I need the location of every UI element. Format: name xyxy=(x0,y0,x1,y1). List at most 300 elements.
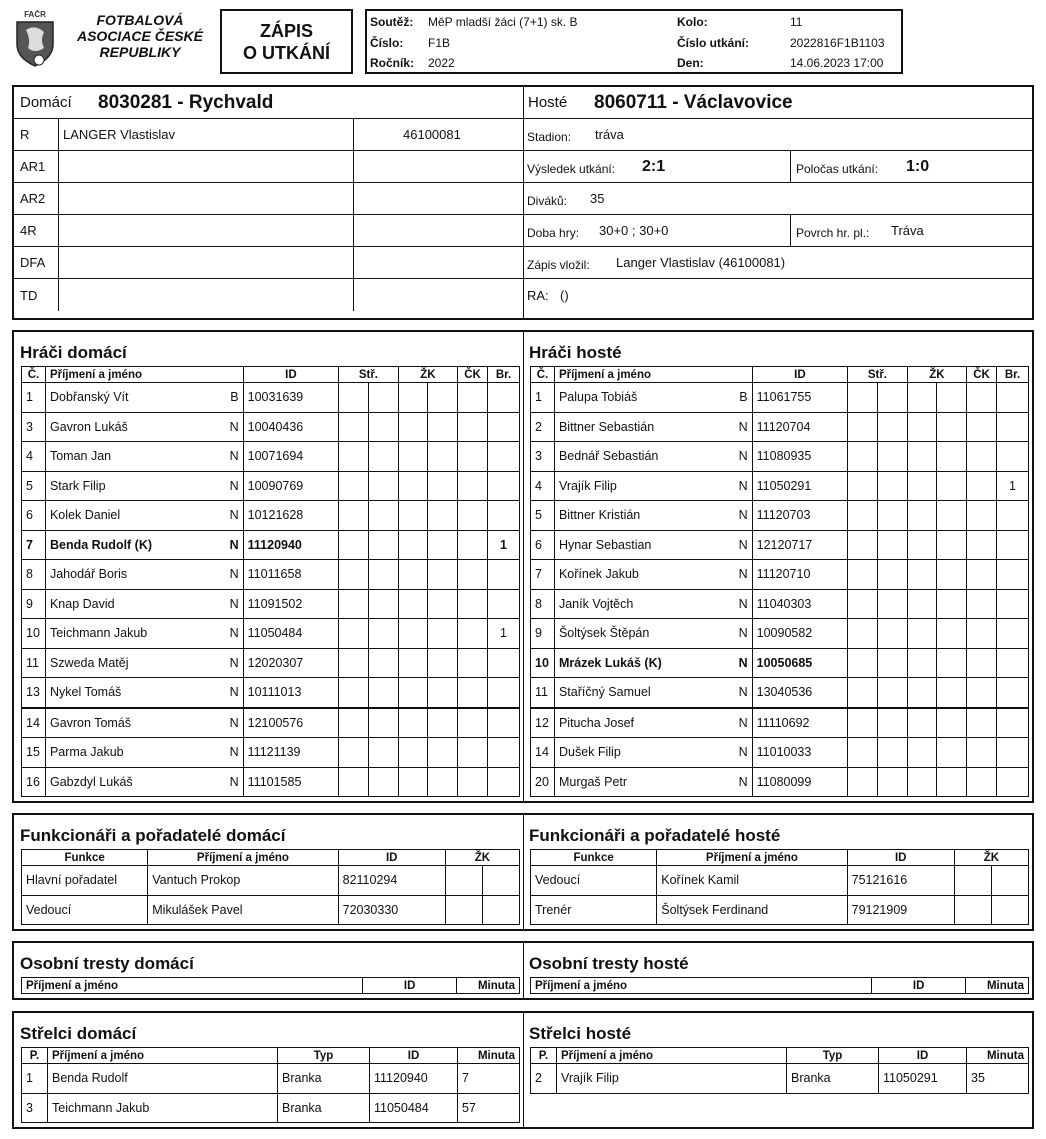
empty-cell xyxy=(877,442,907,472)
player-name: Dušek Filip xyxy=(558,745,621,760)
empty-cell xyxy=(848,619,878,649)
player-br xyxy=(488,738,520,768)
empty-cell xyxy=(368,383,398,413)
scorer-minuta: 35 xyxy=(967,1064,1029,1094)
empty-cell xyxy=(445,866,482,896)
player-name-cell xyxy=(45,412,243,442)
empty-cell xyxy=(368,589,398,619)
stadion-label: Stadion: xyxy=(527,129,572,144)
player-name-cell xyxy=(554,648,752,678)
player-number: 9 xyxy=(531,619,555,649)
player-name-cell xyxy=(45,560,243,590)
org-line-2: ASOCIACE ČESKÉ xyxy=(76,28,204,44)
player-type: N xyxy=(738,449,748,464)
player-number: 9 xyxy=(22,589,46,619)
player-name-cell xyxy=(554,738,752,768)
player-type: N xyxy=(229,508,239,523)
empty-cell xyxy=(428,648,458,678)
player-type: N xyxy=(738,685,748,700)
kolo-value: 11 xyxy=(790,15,803,29)
col-id: ID xyxy=(338,850,445,866)
empty-cell xyxy=(339,471,369,501)
empty-cell xyxy=(937,738,967,768)
player-name: Gabzdyl Lukáš xyxy=(49,774,133,789)
player-name-cell xyxy=(554,530,752,560)
tresty-header-row xyxy=(531,978,1029,994)
scorer-p: 3 xyxy=(22,1093,48,1123)
empty-cell xyxy=(967,648,997,678)
table-row xyxy=(531,678,1029,708)
empty-cell xyxy=(967,738,997,768)
player-br xyxy=(997,767,1029,797)
away-strelci-table xyxy=(530,1047,1029,1094)
empty-cell xyxy=(877,383,907,413)
document-title xyxy=(220,9,353,74)
col-cislo: Č. xyxy=(22,367,46,383)
func-name: Kořínek Kamil xyxy=(657,866,847,896)
empty-cell xyxy=(967,678,997,708)
official-row xyxy=(14,151,523,183)
player-name: Kolek Daniel xyxy=(49,508,121,523)
player-number: 7 xyxy=(22,530,46,560)
player-name-cell xyxy=(45,442,243,472)
player-number: 12 xyxy=(531,708,555,738)
player-type: N xyxy=(738,774,748,789)
scorer-typ: Branka xyxy=(787,1064,879,1094)
match-info-box xyxy=(365,9,903,74)
official-role: AR2 xyxy=(20,191,46,206)
player-name-cell xyxy=(45,767,243,797)
empty-cell xyxy=(398,560,428,590)
empty-cell xyxy=(907,412,937,442)
official-role: TD xyxy=(20,287,38,303)
player-type: N xyxy=(229,567,239,582)
player-br xyxy=(488,501,520,531)
player-number: 7 xyxy=(531,560,555,590)
table-row xyxy=(531,442,1029,472)
empty-cell xyxy=(428,738,458,768)
table-row xyxy=(531,619,1029,649)
player-type: N xyxy=(229,537,239,552)
col-name: Příjmení a jméno xyxy=(148,850,338,866)
scorers-box xyxy=(12,1011,1034,1129)
empty-cell xyxy=(398,619,428,649)
table-row xyxy=(22,412,520,442)
logo-text: FAČR xyxy=(24,10,46,19)
player-name-cell xyxy=(554,412,752,442)
empty-cell xyxy=(458,501,488,531)
players-header-row xyxy=(22,367,520,383)
func-id: 75121616 xyxy=(847,866,954,896)
scorer-minuta: 57 xyxy=(458,1093,520,1123)
player-id: 10090769 xyxy=(243,471,339,501)
player-type: N xyxy=(229,626,239,641)
player-id: 11120940 xyxy=(243,530,339,560)
soutez-label: Soutěž: xyxy=(370,15,414,29)
empty-cell xyxy=(877,501,907,531)
player-br xyxy=(488,383,520,413)
empty-cell xyxy=(458,767,488,797)
col-ck: ČK xyxy=(967,367,997,383)
rocnik-value: 2022 xyxy=(428,56,455,70)
home-players-title: Hráči domácí xyxy=(20,343,127,362)
empty-cell xyxy=(991,895,1028,925)
empty-cell xyxy=(482,866,519,896)
player-id: 11050484 xyxy=(243,619,339,649)
player-br xyxy=(997,589,1029,619)
col-id: ID xyxy=(847,850,954,866)
empty-cell xyxy=(428,442,458,472)
player-name: Dobřanský Vít xyxy=(49,390,129,405)
player-name: Janík Vojtěch xyxy=(558,596,634,611)
player-type: N xyxy=(229,745,239,760)
empty-cell xyxy=(398,589,428,619)
away-players-table xyxy=(530,366,1029,797)
empty-cell xyxy=(339,383,369,413)
empty-cell xyxy=(458,648,488,678)
player-type: N xyxy=(738,655,748,670)
empty-cell xyxy=(398,412,428,442)
empty-cell xyxy=(398,767,428,797)
table-row xyxy=(22,866,520,896)
player-name: Palupa Tobiáš xyxy=(558,390,638,405)
col-minuta: Minuta xyxy=(458,1048,520,1064)
player-number: 4 xyxy=(22,442,46,472)
empty-cell xyxy=(398,383,428,413)
empty-cell xyxy=(428,383,458,413)
empty-cell xyxy=(937,678,967,708)
player-number: 16 xyxy=(22,767,46,797)
player-br xyxy=(488,708,520,738)
empty-cell xyxy=(991,866,1028,896)
player-br xyxy=(997,412,1029,442)
table-row xyxy=(22,560,520,590)
player-id: 11120704 xyxy=(752,412,848,442)
empty-cell xyxy=(368,471,398,501)
player-br xyxy=(488,589,520,619)
col-br: Br. xyxy=(997,367,1029,383)
title-line-1: ZÁPIS xyxy=(259,21,313,41)
col-name: Příjmení a jméno xyxy=(22,978,363,994)
empty-cell xyxy=(398,530,428,560)
empty-cell xyxy=(428,530,458,560)
table-row xyxy=(531,530,1029,560)
player-id: 11080099 xyxy=(752,767,848,797)
player-number: 11 xyxy=(22,648,46,678)
table-row xyxy=(531,383,1029,413)
empty-cell xyxy=(398,738,428,768)
kolo-label: Kolo: xyxy=(677,15,708,29)
table-row xyxy=(22,648,520,678)
official-row xyxy=(14,279,523,311)
empty-cell xyxy=(368,412,398,442)
player-name: Šoltýsek Štěpán xyxy=(558,626,650,641)
player-number: 11 xyxy=(531,678,555,708)
empty-cell xyxy=(848,501,878,531)
scorer-id: 11120940 xyxy=(370,1064,458,1094)
player-type: N xyxy=(738,596,748,611)
empty-cell xyxy=(428,678,458,708)
empty-cell xyxy=(907,530,937,560)
empty-cell xyxy=(907,678,937,708)
empty-cell xyxy=(428,412,458,442)
empty-cell xyxy=(907,442,937,472)
col-zk: ŽK xyxy=(445,850,519,866)
player-id: 12100576 xyxy=(243,708,339,738)
empty-cell xyxy=(967,708,997,738)
table-row xyxy=(22,589,520,619)
empty-cell xyxy=(458,619,488,649)
empty-cell xyxy=(428,560,458,590)
player-name: Gavron Lukáš xyxy=(49,419,128,434)
home-tresty-table xyxy=(21,977,520,994)
strelci-header-row xyxy=(531,1048,1029,1064)
player-name: Murgaš Petr xyxy=(558,774,628,789)
empty-cell xyxy=(458,383,488,413)
away-team: 8060711 - Václavovice xyxy=(594,91,793,113)
func-id: 82110294 xyxy=(338,866,445,896)
player-name: Benda Rudolf (K) xyxy=(49,537,153,552)
table-row xyxy=(22,708,520,738)
empty-cell xyxy=(368,648,398,678)
empty-cell xyxy=(937,589,967,619)
empty-cell xyxy=(848,560,878,590)
col-zk: ŽK xyxy=(907,367,966,383)
official-row xyxy=(14,215,523,247)
empty-cell xyxy=(458,589,488,619)
empty-cell xyxy=(398,501,428,531)
empty-cell xyxy=(967,767,997,797)
away-tresty-table xyxy=(530,977,1029,994)
empty-cell xyxy=(877,412,907,442)
player-br xyxy=(997,501,1029,531)
func-role: Vedoucí xyxy=(22,895,148,925)
empty-cell xyxy=(368,738,398,768)
player-name: Parma Jakub xyxy=(49,745,124,760)
player-name: Staříčný Samuel xyxy=(558,685,651,700)
player-id: 10121628 xyxy=(243,501,339,531)
officials-box xyxy=(12,813,1034,931)
col-p: P. xyxy=(531,1048,557,1064)
player-name-cell xyxy=(554,501,752,531)
player-id: 11011658 xyxy=(243,560,339,590)
empty-cell xyxy=(445,895,482,925)
empty-cell xyxy=(877,619,907,649)
den-label: Den: xyxy=(677,56,704,70)
player-name: Bednář Sebastián xyxy=(558,449,659,464)
empty-cell xyxy=(368,619,398,649)
player-br xyxy=(997,383,1029,413)
func-role: Vedoucí xyxy=(531,866,657,896)
scorer-p: 1 xyxy=(22,1064,48,1094)
player-number: 14 xyxy=(531,738,555,768)
col-name: Příjmení a jméno xyxy=(48,1048,278,1064)
player-name: Jahodář Boris xyxy=(49,567,128,582)
player-name-cell xyxy=(45,471,243,501)
player-name-cell xyxy=(554,560,752,590)
away-players-title: Hráči hosté xyxy=(529,343,622,362)
polocas-value: 1:0 xyxy=(906,157,930,175)
cislo-label: Číslo: xyxy=(370,36,404,50)
table-row xyxy=(531,648,1029,678)
empty-cell xyxy=(368,530,398,560)
scorer-id: 11050484 xyxy=(370,1093,458,1123)
player-name-cell xyxy=(45,530,243,560)
player-name-cell xyxy=(554,471,752,501)
player-name-cell xyxy=(45,648,243,678)
player-type: N xyxy=(229,774,239,789)
empty-cell xyxy=(967,560,997,590)
col-str: Stř. xyxy=(848,367,908,383)
den-value: 14.06.2023 17:00 xyxy=(790,56,884,70)
player-id: 10031639 xyxy=(243,383,339,413)
empty-cell xyxy=(967,589,997,619)
empty-cell xyxy=(368,767,398,797)
match-box xyxy=(12,85,1034,320)
player-id: 11040303 xyxy=(752,589,848,619)
empty-cell xyxy=(907,708,937,738)
empty-cell xyxy=(848,471,878,501)
player-name-cell xyxy=(554,678,752,708)
zapis-label: Zápis vložil: xyxy=(527,257,590,272)
player-id: 11120710 xyxy=(752,560,848,590)
col-id: ID xyxy=(243,367,339,383)
empty-cell xyxy=(428,589,458,619)
home-players-table xyxy=(21,366,520,797)
player-type: N xyxy=(738,745,748,760)
empty-cell xyxy=(907,383,937,413)
table-row xyxy=(531,738,1029,768)
empty-cell xyxy=(398,678,428,708)
organization-name xyxy=(70,12,210,60)
empty-cell xyxy=(907,767,937,797)
scorer-name: Benda Rudolf xyxy=(48,1064,278,1094)
player-br xyxy=(488,471,520,501)
player-id: 12020307 xyxy=(243,648,339,678)
empty-cell xyxy=(877,530,907,560)
empty-cell xyxy=(339,589,369,619)
empty-cell xyxy=(339,560,369,590)
empty-cell xyxy=(937,560,967,590)
player-br xyxy=(488,678,520,708)
col-id: ID xyxy=(370,1048,458,1064)
col-cislo: Č. xyxy=(531,367,555,383)
empty-cell xyxy=(967,501,997,531)
player-name: Bittner Kristián xyxy=(558,508,641,523)
player-id: 10090582 xyxy=(752,619,848,649)
player-name: Teichmann Jakub xyxy=(49,626,148,641)
empty-cell xyxy=(458,442,488,472)
empty-cell xyxy=(954,895,991,925)
empty-cell xyxy=(428,619,458,649)
player-id: 11080935 xyxy=(752,442,848,472)
player-type: B xyxy=(230,390,239,405)
col-p: P. xyxy=(22,1048,48,1064)
player-name-cell xyxy=(554,442,752,472)
player-name-cell xyxy=(45,708,243,738)
empty-cell xyxy=(937,648,967,678)
table-row xyxy=(22,501,520,531)
player-type: N xyxy=(738,715,748,730)
empty-cell xyxy=(339,678,369,708)
player-br xyxy=(997,738,1029,768)
table-row xyxy=(531,1064,1029,1094)
empty-cell xyxy=(428,708,458,738)
player-br xyxy=(488,767,520,797)
player-id: 11121139 xyxy=(243,738,339,768)
official-row xyxy=(14,183,523,215)
official-row xyxy=(14,247,523,279)
col-funkce: Funkce xyxy=(531,850,657,866)
player-name-cell xyxy=(554,383,752,413)
home-func-table xyxy=(21,849,520,925)
tresty-header-row xyxy=(22,978,520,994)
table-row xyxy=(22,471,520,501)
scorer-typ: Branka xyxy=(278,1093,370,1123)
empty-cell xyxy=(877,708,907,738)
empty-cell xyxy=(937,767,967,797)
player-name-cell xyxy=(45,678,243,708)
player-name: Kořínek Jakub xyxy=(558,567,639,582)
empty-cell xyxy=(482,895,519,925)
player-number: 8 xyxy=(22,560,46,590)
player-type: N xyxy=(229,419,239,434)
table-row xyxy=(22,1093,520,1123)
col-typ: Typ xyxy=(278,1048,370,1064)
player-name-cell xyxy=(45,589,243,619)
player-number: 3 xyxy=(22,412,46,442)
player-name: Knap David xyxy=(49,596,115,611)
facr-logo xyxy=(12,10,58,68)
home-label: Domácí xyxy=(20,94,72,111)
player-number: 6 xyxy=(22,501,46,531)
col-minuta: Minuta xyxy=(967,1048,1029,1064)
table-row xyxy=(22,895,520,925)
empty-cell xyxy=(339,442,369,472)
scorer-typ: Branka xyxy=(278,1064,370,1094)
empty-cell xyxy=(339,619,369,649)
empty-cell xyxy=(848,678,878,708)
table-row xyxy=(22,1064,520,1094)
scorer-id: 11050291 xyxy=(879,1064,967,1094)
empty-cell xyxy=(937,501,967,531)
player-type: N xyxy=(229,478,239,493)
empty-cell xyxy=(877,589,907,619)
empty-cell xyxy=(368,708,398,738)
player-br: 1 xyxy=(488,530,520,560)
player-type: B xyxy=(739,390,748,405)
table-row xyxy=(531,708,1029,738)
col-minuta: Minuta xyxy=(457,978,520,994)
table-row xyxy=(531,471,1029,501)
empty-cell xyxy=(339,767,369,797)
player-name-cell xyxy=(554,767,752,797)
empty-cell xyxy=(458,560,488,590)
table-row xyxy=(531,501,1029,531)
player-number: 5 xyxy=(531,501,555,531)
official-id: 46100081 xyxy=(403,127,461,142)
empty-cell xyxy=(967,442,997,472)
player-id: 11061755 xyxy=(752,383,848,413)
empty-cell xyxy=(967,412,997,442)
player-number: 6 xyxy=(531,530,555,560)
empty-cell xyxy=(428,501,458,531)
penalties-box xyxy=(12,941,1034,1000)
povrch-label: Povrch hr. pl.: xyxy=(796,225,870,240)
title-line-2: O UTKÁNÍ xyxy=(243,43,330,63)
player-type: N xyxy=(738,567,748,582)
player-name: Pitucha Josef xyxy=(558,715,635,730)
